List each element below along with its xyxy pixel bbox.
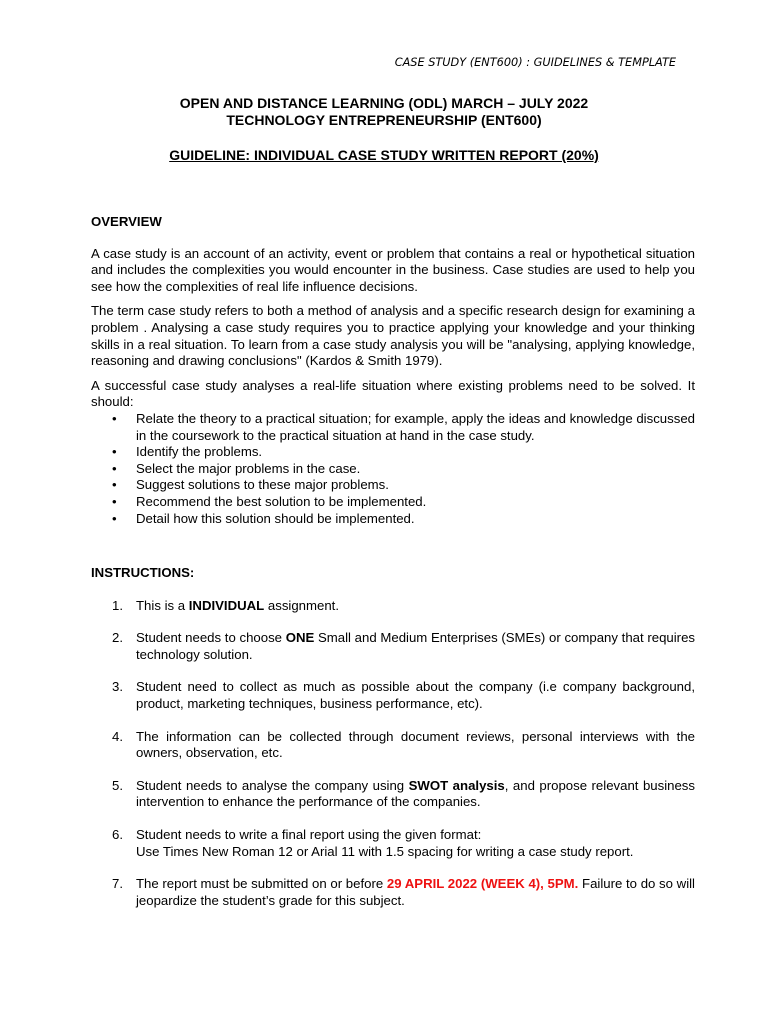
guideline-title: GUIDELINE: INDIVIDUAL CASE STUDY WRITTEN REPORT (20%) xyxy=(169,147,599,163)
item-number: 7. xyxy=(112,876,123,892)
document-body xyxy=(91,214,695,925)
item-number: 6. xyxy=(112,827,123,843)
list-item xyxy=(91,511,695,528)
item-text: Failure to do so will jeopardize the student’s grade for this subject. xyxy=(136,876,695,908)
instruction-item-3 xyxy=(91,679,695,712)
item-text: assignment. xyxy=(264,597,340,613)
bullet-icon: • xyxy=(112,460,117,476)
item-text: Student needs to analyse the company using xyxy=(136,777,409,793)
overview-heading: OVERVIEW xyxy=(91,214,162,229)
list-item-text: Relate the theory to a practical situation; for example, apply the ideas and knowledge discussed in the coursework to the practical situation at hand in the case study. xyxy=(136,410,695,443)
instruction-item-6 xyxy=(91,827,695,860)
overview-paragraph-3: A successful case study analyses a real-life situation where existing problems need to be solved. It should: xyxy=(91,377,695,410)
item-emphasis: INDIVIDUAL xyxy=(188,597,265,613)
list-item-text: Select the major problems in the case. xyxy=(136,460,361,476)
list-item xyxy=(91,411,695,444)
overview-paragraph-1: A case study is an account of an activity, event or problem that contains a real or hypothetical situation and includes the complexities you would encounter in the business. Case studies are used to help you see how the complexities of real life influence decisions. xyxy=(91,245,695,294)
title-line-course: TECHNOLOGY ENTREPRENEURSHIP (ENT600) xyxy=(226,112,542,128)
item-number: 4. xyxy=(112,728,123,744)
instruction-item-2 xyxy=(91,630,695,663)
overview-paragraph-2: The term case study refers to both a method of analysis and a specific research design for examining a problem . Analysing a case study requires you to practice applying your knowledge and your thinking skills in a real situation. To learn from a case study analysis you will be "analysing, applying knowledge, reasoning and drawing conclusions" (Kardos & Smith 1979). xyxy=(91,303,695,369)
list-item-text: Recommend the best solution to be implemented. xyxy=(136,493,427,509)
item-number: 5. xyxy=(112,777,123,793)
item-emphasis: SWOT analysis xyxy=(408,777,505,793)
title-line-odl: OPEN AND DISTANCE LEARNING (ODL) MARCH – JULY 2022 xyxy=(179,95,589,111)
running-header: CASE STUDY (ENT600) : GUIDELINES & TEMPLATE xyxy=(394,56,676,69)
instruction-item-1 xyxy=(91,598,695,615)
deadline-text: 29 APRIL 2022 (WEEK 4), 5PM. xyxy=(386,876,579,892)
item-number: 3. xyxy=(112,679,123,695)
item-text: The information can be collected through document reviews, personal interviews with the owners, observation, etc. xyxy=(136,728,695,761)
list-item xyxy=(91,461,695,478)
item-text: Student needs to choose xyxy=(136,630,286,646)
item-text: Student need to collect as much as possible about the company (i.e company background, product, marketing techniques, business performance, etc). xyxy=(136,679,695,712)
list-item xyxy=(91,494,695,511)
item-text: The report must be submitted on or before xyxy=(136,876,387,892)
instructions-list xyxy=(91,598,695,910)
item-text: Student needs to write a final report using the given format: xyxy=(136,827,482,843)
instruction-item-4 xyxy=(91,729,695,762)
instruction-item-7 xyxy=(91,876,695,909)
bullet-icon: • xyxy=(112,410,117,426)
list-item-text: Suggest solutions to these major problems. xyxy=(136,477,389,493)
list-item-text: Detail how this solution should be implemented. xyxy=(136,510,415,526)
criteria-list xyxy=(91,411,695,527)
item-number: 1. xyxy=(112,597,123,613)
item-text: , and propose relevant business intervention to enhance the performance of the companies. xyxy=(136,777,695,810)
list-item-text: Identify the problems. xyxy=(136,444,263,460)
list-item xyxy=(91,444,695,461)
instruction-item-5 xyxy=(91,778,695,811)
item-number: 2. xyxy=(112,630,123,646)
bullet-icon: • xyxy=(112,444,117,460)
item-text: Use Times New Roman 12 or Arial 11 with 1.5 spacing for writing a case study report. xyxy=(136,843,634,859)
title-block xyxy=(0,95,768,164)
item-emphasis: ONE xyxy=(285,630,315,646)
bullet-icon: • xyxy=(112,510,117,526)
instructions-heading: INSTRUCTIONS: xyxy=(91,565,195,581)
bullet-icon: • xyxy=(112,477,117,493)
bullet-icon: • xyxy=(112,493,117,509)
list-item xyxy=(91,477,695,494)
item-text: This is a xyxy=(136,597,189,613)
item-text: Small and Medium Enterprises (SMEs) or company that requires technology solution. xyxy=(136,630,695,662)
